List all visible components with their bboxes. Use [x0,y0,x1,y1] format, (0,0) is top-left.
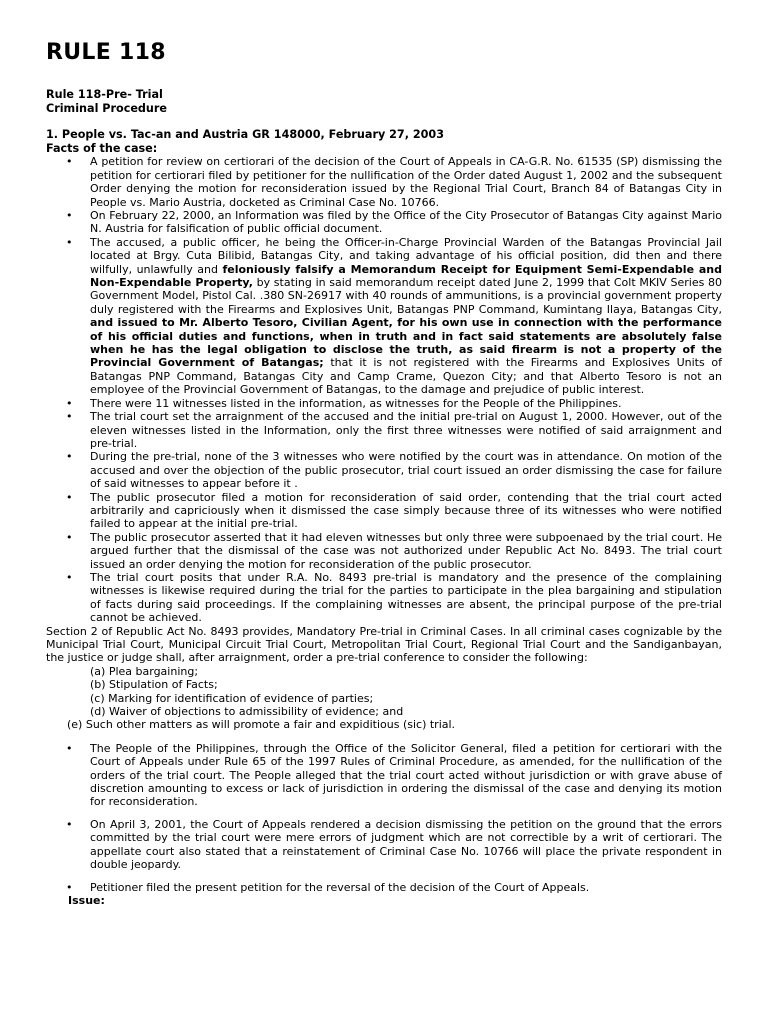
bullet-dot-icon: • [66,155,73,169]
section2-item: (a) Plea bargaining; [90,664,199,678]
text: On February 22, 2000, an Information was filed by the Office of the City Prosecutor of Batangas City against Mario N. Austria for falsification of public official document. [90,209,722,236]
rule-title: RULE 118 [46,40,166,65]
facts-label: Facts of the case: [46,141,158,155]
bullet-dot-icon: • [66,209,73,223]
bold-text: and issued to Mr. Alberto Tesoro, Civilian Agent, for his own use in connection with the performance of his official duties and functions, when in truth and in fact said statements are absolutely false when he has the legal obligation to disclose the truth, as said firearm is not a property of the Provincial Government of Batangas; [90,316,722,370]
text: On April 3, 2001, the Court of Appeals rendered a decision dismissing the petition on the ground that the errors committed by the trial court were mere errors of judgment which are not correctible by a writ of certiorari. The appellate court also stated that a reinstatement of Criminal Case No. 10766 will place the private respondent in double jeopardy. [90,817,722,872]
fact-bullet-item [66,396,722,410]
bullet-dot-icon: • [66,880,73,894]
bullet-dot-icon: • [66,570,73,584]
subtitle-line2: Criminal Procedure [46,101,167,115]
bullet-dot-icon: • [66,530,73,544]
bullet-dot-icon: • [66,450,73,464]
bullet-dot-icon: • [66,490,73,504]
section2-items [46,665,722,719]
facts2-list [46,742,722,894]
section2-item: (c) Marking for identification of evidence of parties; [90,691,374,705]
issue-label: Issue: [68,893,105,907]
text: A petition for review on certiorari of the decision of the Court of Appeals in CA-G.R. No. 61535 (SP) dismissing the petition for certiorari filed by petitioner for the nullification of the Order dated August 1, 2002 and the subsequent Order denying the motion for reconsideration issued by the Regional Trial Court, Branch 84 of Batangas City in People vs. Mario Austria, docketed as Criminal Case No. 10766. [90,155,722,209]
bullet-dot-icon: • [66,396,73,410]
fact-bullet-item [66,155,722,209]
section2-item: (b) Stipulation of Facts; [90,678,218,692]
bullet-dot-icon: • [66,410,73,424]
text: There were 11 witnesses listed in the information, as witnesses for the People of the Philippines. [90,396,622,410]
fact-bullet-item [66,235,723,397]
fact2-bullet-item [66,741,722,809]
bullet-dot-icon: • [66,235,73,249]
case-heading: 1. People vs. Tac-an and Austria GR 148000, February 27, 2003 [46,128,445,142]
text: that it is not registered with the Firearms and Explosives Units of Batangas PNP Command, Batangas City and Camp Crame, Quezon City; and that Alberto Tesoro is not an employee of the Provincial Government of Batangas, to the damage and prejudice of public interest. [90,356,722,397]
fact-bullet-item [66,209,722,236]
section2-last-item: (e) Such other matters as will promote a fair and expiditious (sic) trial. [67,718,456,732]
fact-bullet-item [66,410,722,450]
fact-bullet-item [66,490,722,531]
subtitle-line1: Rule 118-Pre- Trial [46,88,163,102]
bullet-dot-icon: • [66,817,73,831]
fact-bullet-item [66,570,722,625]
section2-paragraph: Section 2 of Republic Act No. 8493 provides, Mandatory Pre-trial in Criminal Cases. In all criminal cases cognizable by the Municipal Trial Court, Municipal Circuit Trial Court, Metropolitan Trial Court, Regional Trial Court and the Sandiganbayan, the justice or judge shall, after arraignment, order a pre-trial conference to consider the following: [46,624,722,665]
text: The People of the Philippines, through the Office of the Solicitor General, filed a petition for certiorari with the Court of Appeals under Rule 65 of the 1997 Rules of Criminal Procedure, as amended, for the nullification of the orders of the trial court. The People alleged that the trial court acted without jurisdiction or with grave abuse of discretion amounting to excess or lack of jurisdiction in ordering the dismissal of the case and denying its motion for reconsideration. [90,741,722,809]
text: The public prosecutor asserted that it had eleven witnesses but only three were subpoenaed by the trial court. He argued further that the dismissal of the case was not authorized under Republic Act No. 8493. The trial court issued an order denying the motion for reconsideration of the public prosecutor. [90,530,722,571]
fact-bullet-item [66,530,722,571]
bold-text: feloniously falsify a Memorandum Receipt for Equipment Semi-Expendable and Non-Expendable Property, [90,262,722,290]
text: During the pre-trial, none of the 3 witnesses who were notified by the court was in attendance. On motion of the accused and over the objection of the public prosecutor, trial court issued an order dismissing the case for failure of said witnesses to appear before it . [90,450,722,491]
text: Petitioner filed the present petition for the reversal of the decision of the Court of Appeals. [90,880,590,894]
text: The trial court set the arraignment of the accused and the initial pre-trial on August 1, 2000. However, out of the eleven witnesses listed in the Information, only the first three witnesses were notified of said arraignment and pre-trial. [90,410,722,450]
bullet-dot-icon: • [66,741,73,755]
fact2-bullet-item [66,880,722,894]
text: The accused, a public officer, he being the Officer-in-Charge Provincial Warden of the Batangas Provincial Jail located at Brgy. Cuta Bilibid, Batangas City, and taking advantage of his official position, did then and there wilfully, unlawfully and [90,235,722,276]
text: by stating in said memorandum receipt dated June 2, 1999 that Colt MKIV Series 80 Government Model, Pistol Cal. .380 SN-26917 with 40 rounds of ammunitions, is a provincial government property duly registered with the Firearms and Explosives Unit, Batangas PNP Command, Kumintang Ilaya, Batangas City, [90,276,723,316]
facts-list [46,155,722,624]
section2-item: (d) Waiver of objections to admissibility of evidence; and [90,705,404,719]
text: The trial court posits that under R.A. No. 8493 pre-trial is mandatory and the presence of the complaining witnesses is likewise required during the trial for the parties to participate in the plea bargaining and stipulation of facts during said proceedings. If the complaining witnesses are absent, the principal purpose of the pre-trial cannot be achieved. [90,570,722,625]
fact-bullet-item [66,450,722,491]
fact2-bullet-item [66,817,722,872]
text: The public prosecutor filed a motion for reconsideration of said order, contending that the trial court acted arbitrarily and capriciously when it dismissed the case simply because three of its witnesses who were notified failed to appear at the initial pre-trial. [90,490,722,531]
